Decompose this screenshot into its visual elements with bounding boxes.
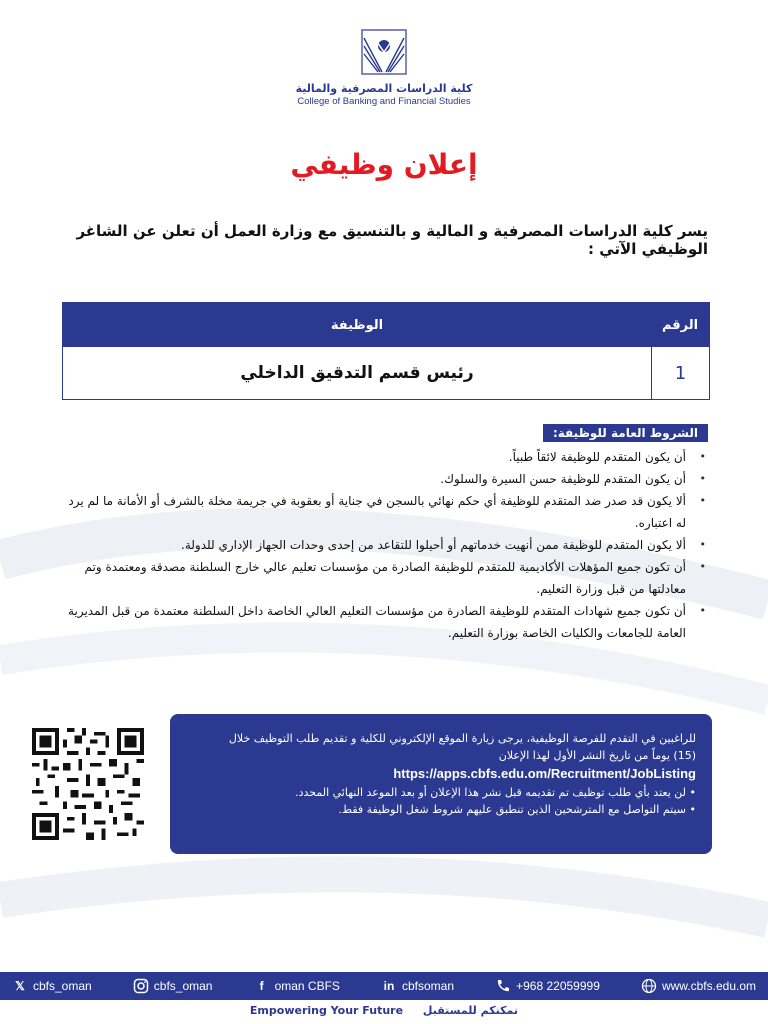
list-item: • أن تكون جميع شهادات المتقدم للوظيفة الصادرة من مؤسسات التعليم العالي الخاصة داخل السلطنة معتمدة من قبل المديرية العامة للجامعات والكليات الخاصة بوزارة التعليم. xyxy=(60,600,710,644)
phone-icon xyxy=(495,978,511,994)
list-item: • أن يكون المتقدم للوظيفة حسن السيرة والسلوك. xyxy=(60,468,710,490)
conditions-list xyxy=(60,446,710,644)
list-item: • ألا يكون قد صدر ضد المتقدم للوظيفة أي حكم نهائي بالسجن في جناية أو بعقوبة في جريمة مخلة بالشرف أو الأمانة ما لم يرد له اعتباره. xyxy=(60,490,710,534)
footer-facebook[interactable] xyxy=(254,978,340,994)
info-note-2: • سيتم التواصل مع المترشحين الذين تنطبق عليهم شروط شغل الوظيفة فقط. xyxy=(338,803,696,816)
conditions-title: الشروط العامة للوظيفة: xyxy=(543,424,708,442)
footer-linkedin[interactable] xyxy=(381,978,454,994)
job-table-header xyxy=(63,303,709,347)
college-name-english: College of Banking and Financial Studies xyxy=(297,96,471,107)
qr-code[interactable] xyxy=(32,728,144,840)
list-item: • أن يكون المتقدم للوظيفة لائقاً طبياً. xyxy=(60,446,710,468)
page-title: إعلان وظيفي xyxy=(290,148,478,181)
footer-website-url: www.cbfs.edu.om xyxy=(661,979,756,993)
job-title: رئيس قسم التدقيق الداخلي xyxy=(240,363,474,383)
footer-x[interactable] xyxy=(12,978,92,994)
footer-facebook-handle: oman CBFS xyxy=(274,979,340,993)
footer-x-handle: cbfs_oman xyxy=(33,979,92,993)
footer-website[interactable] xyxy=(641,978,756,994)
x-icon: 𝕏 xyxy=(15,979,25,993)
info-note-1: • لن يعتد بأي طلب توظيف تم تقديمه قبل نشر هذا الإعلان أو بعد الموعد النهائي المحدد. xyxy=(295,786,696,799)
facebook-icon: f xyxy=(259,979,264,993)
footer-phone[interactable] xyxy=(495,978,600,994)
college-emblem-icon xyxy=(360,28,408,76)
footer-instagram-handle: cbfs_oman xyxy=(153,979,213,993)
footer-bar xyxy=(0,972,768,1000)
job-number: 1 xyxy=(651,347,709,399)
info-line-2: (15) يوماً من تاريخ النشر الأول لهذا الإعلان xyxy=(498,749,696,762)
table-row xyxy=(63,347,709,399)
college-logo xyxy=(288,28,480,107)
application-info-box xyxy=(170,714,712,854)
list-item: • أن تكون جميع المؤهلات الأكاديمية للمتقدم للوظيفة الصادرة من مؤسسات تعليم عالي خارج السلطنة مصدقة ومعتمدة وتم معادلتها من قبل وزارة التعليم. xyxy=(60,556,710,600)
globe-icon xyxy=(641,978,657,994)
info-line-1: للراغبين في التقدم للفرصة الوظيفية، يرجى زيارة الموقع الإلكتروني للكلية و تقديم طلب التوظيف خلال xyxy=(228,732,696,745)
header-number: الرقم xyxy=(661,317,699,333)
tagline-arabic: نمكنكم للمستقبل xyxy=(422,1004,519,1017)
footer-instagram[interactable] xyxy=(133,978,213,994)
intro-text: يسر كلية الدراسات المصرفية و المالية و بالتنسيق مع وزارة العمل أن تعلن عن الشاغر الوظيفي الآتي : xyxy=(76,222,708,258)
footer-tagline xyxy=(0,1004,768,1017)
linkedin-icon: in xyxy=(383,979,395,993)
job-table xyxy=(62,302,710,400)
recruitment-link[interactable]: https://apps.cbfs.edu.om/Recruitment/JobListing xyxy=(393,766,696,781)
college-name-arabic: كلية الدراسات المصرفية والمالية xyxy=(295,82,473,95)
list-item: • ألا يكون المتقدم للوظيفة ممن أنهيت خدماتهم أو أحيلوا للتقاعد من إحدى وحدات الجهاز الإداري للدولة. xyxy=(60,534,710,556)
tagline-english: Empowering Your Future xyxy=(249,1004,404,1017)
footer-linkedin-handle: cbfsoman xyxy=(402,979,455,993)
header-job: الوظيفة xyxy=(330,317,384,333)
instagram-icon xyxy=(133,978,149,994)
footer-phone-number: +968 22059999 xyxy=(516,979,600,993)
